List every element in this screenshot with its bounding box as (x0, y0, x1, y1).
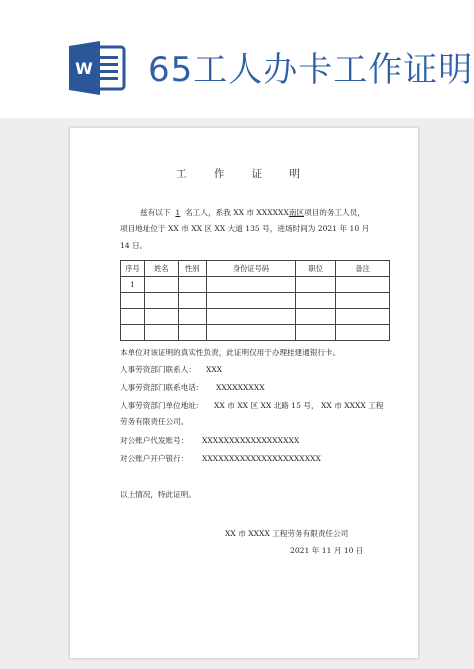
table-header-cell: 序号 (121, 261, 145, 277)
table-row (121, 325, 390, 341)
table-cell (121, 325, 145, 341)
table-cell (178, 325, 206, 341)
word-letter: W (75, 59, 93, 78)
header-banner (0, 0, 474, 120)
address-value-continued: 劳务有限责任公司。 (120, 417, 189, 426)
table-cell (206, 293, 296, 309)
table-cell (178, 293, 206, 309)
banner-title: 65工人办卡工作证明 (148, 50, 474, 90)
bank-value: XXXXXXXXXXXXXXXXXXXXXX (202, 454, 321, 463)
table-cell (206, 277, 296, 293)
table-cell (296, 293, 336, 309)
table-cell (296, 325, 336, 341)
phone-value: XXXXXXXXX (216, 383, 265, 392)
table-cell (144, 277, 178, 293)
address-value: XX 市 XX 区 XX 北路 15 号， XX 市 XXXX 工程 (214, 401, 384, 410)
table-cell (296, 277, 336, 293)
closing-line: 以上情况，特此证明。 (120, 490, 196, 499)
address-label: 人事劳资部门单位地址： (120, 401, 204, 410)
table-header-cell: 职位 (296, 261, 336, 277)
table-cell (336, 277, 390, 293)
bank-label: 对公账户开户银行： (120, 454, 189, 463)
table-cell (144, 325, 178, 341)
table-cell (206, 325, 296, 341)
contact-value: XXX (206, 365, 223, 374)
word-app-icon (66, 37, 128, 99)
document-page (70, 128, 418, 658)
table-cell (144, 293, 178, 309)
para1-line2: 项目地址位于 XX 市 XX 区 XX 大道 135 号，进场时间为 2021 年 10 月 (120, 224, 370, 233)
table-header-row (121, 261, 390, 277)
contact-label: 人事劳资部门联系人： (120, 365, 196, 374)
table-header-cell: 性别 (178, 261, 206, 277)
para1-line3: 14 日。 (120, 241, 148, 250)
staff-table (120, 260, 390, 341)
table-cell (206, 309, 296, 325)
issue-date: 2021 年 11 月 10 日 (290, 546, 364, 555)
table-row (121, 309, 390, 325)
table-cell (336, 325, 390, 341)
table-cell (144, 309, 178, 325)
table-cell (121, 293, 145, 309)
table-header-cell: 备注 (336, 261, 390, 277)
phone-label: 人事劳资部门联系电话： (120, 383, 204, 392)
statement: 本单位对该证明的真实性负责，此证明仅用于办理桂建通银行卡。 (120, 348, 341, 357)
table-cell: 1 (121, 277, 145, 293)
para1-suffix: 项目的务工人员， (304, 208, 365, 217)
document-title: 工 作 证 明 (175, 168, 312, 180)
account-label: 对公账户代发账号： (120, 436, 189, 445)
table-cell (121, 309, 145, 325)
account-value: XXXXXXXXXXXXXXXXXX (202, 436, 300, 445)
worker-count: 1 (175, 208, 181, 217)
table-header-cell: 姓名 (144, 261, 178, 277)
table-row (121, 277, 390, 293)
table-cell (178, 277, 206, 293)
para1-middle: 名工人，系我 XX 市 XXXXXX (185, 208, 289, 217)
table-header-cell: 身份证号码 (206, 261, 296, 277)
table-cell (336, 309, 390, 325)
table-cell (296, 309, 336, 325)
table-cell (178, 309, 206, 325)
para1-prefix: 兹有以下 (140, 208, 171, 217)
para1-line1 (140, 208, 365, 218)
table-row (121, 293, 390, 309)
project-region: 南区 (288, 208, 305, 217)
company-signature: XX 市 XXXX 工程劳务有限责任公司 (225, 529, 349, 538)
table-cell (336, 293, 390, 309)
